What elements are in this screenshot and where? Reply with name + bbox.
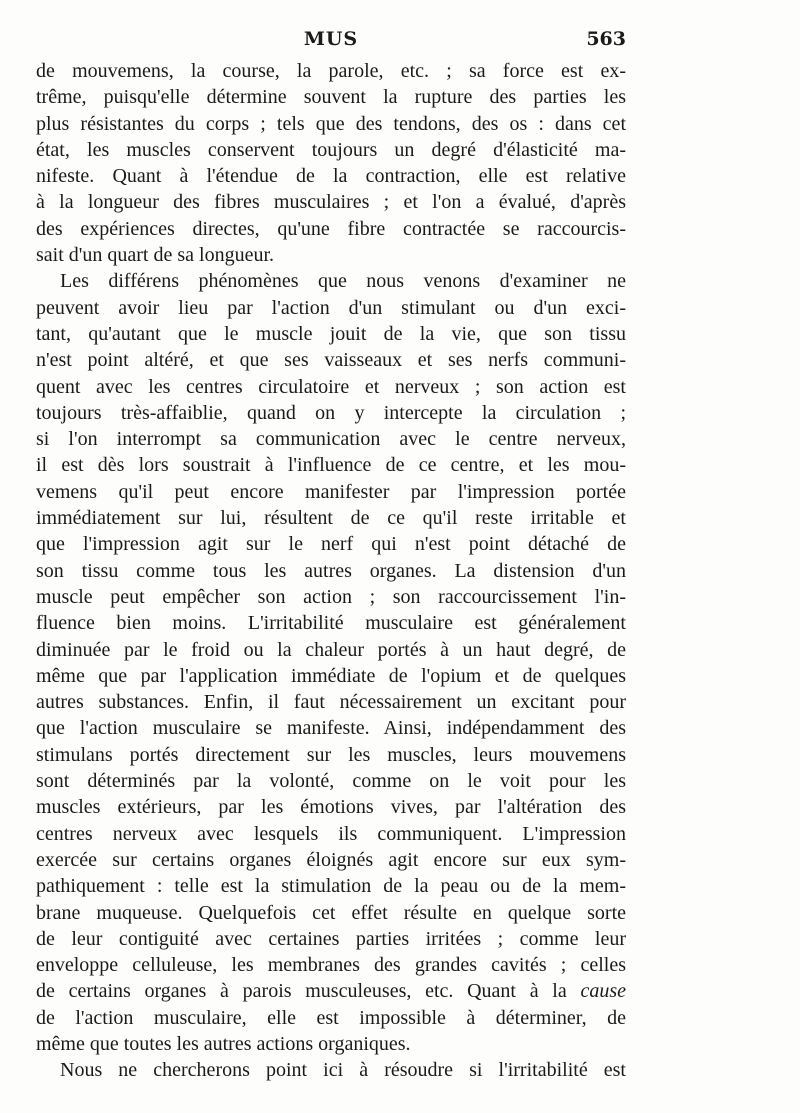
text-line: enveloppe celluleuse, les membranes des grandes cavités ; celles	[36, 954, 626, 977]
body-text	[36, 58, 626, 1084]
text-line: exercée sur certains organes éloignés agit encore sur eux sym-	[36, 848, 626, 871]
text-line: pathiquement : telle est la stimulation de la peau ou de la mem-	[36, 875, 626, 898]
page-number: 563	[586, 28, 626, 50]
italic-word-cause: cause	[580, 980, 626, 1003]
text-line: sont déterminés par la volonté, comme on le voit pour les	[36, 770, 626, 793]
text-segment: de certains organes à parois musculeuses, etc. Quant à la	[36, 980, 581, 1003]
text-line: muscles extérieurs, par les émotions vives, par l'altération des	[36, 796, 626, 819]
text-line: même que par l'application immédiate de l'opium et de quelques	[36, 664, 626, 687]
text-line: stimulans portés directement sur les muscles, leurs mouvemens	[36, 743, 626, 766]
text-line: si l'on interrompt sa communication avec le centre nerveux,	[36, 428, 626, 451]
text-line: immédiatement sur lui, résultent de ce qu'il reste irritable et	[36, 507, 626, 530]
text-line-paragraph-end: sait d'un quart de sa longueur.	[36, 244, 274, 267]
text-line: vemens qu'il peut encore manifester par l'impression portée	[36, 480, 626, 503]
text-line: tant, qu'autant que le muscle jouit de la vie, que son tissu	[36, 322, 626, 345]
text-line: son tissu comme tous les autres organes. La distension d'un	[36, 559, 626, 582]
text-line: de l'action musculaire, elle est impossible à déterminer, de	[36, 1006, 626, 1029]
text-line: nifeste. Quant à l'étendue de la contraction, elle est relative	[36, 165, 626, 188]
text-line: diminuée par le froid ou la chaleur portés à un haut degré, de	[36, 638, 626, 661]
text-line: autres substances. Enfin, il faut nécessairement un excitant pour	[36, 691, 626, 714]
text-line: que l'action musculaire se manifeste. Ainsi, indépendamment des	[36, 717, 626, 740]
text-line: il est dès lors soustrait à l'influence de ce centre, et les mou-	[36, 454, 626, 477]
text-line-with-italic	[36, 978, 626, 1004]
page-header	[36, 28, 626, 56]
text-line: que l'impression agit sur le nerf qui n'est point détaché de	[36, 533, 626, 556]
text-line: à la longueur des fibres musculaires ; et l'on a évalué, d'après	[36, 191, 626, 214]
text-line: centres nerveux avec lesquels ils communiquent. L'impression	[36, 822, 626, 845]
text-line: toujours très-affaiblie, quand on y intercepte la circulation ;	[36, 401, 626, 424]
text-line: quent avec les centres circulatoire et nerveux ; son action est	[36, 375, 626, 398]
text-line-paragraph-end: même que toutes les autres actions organiques.	[36, 1032, 411, 1055]
running-head: MUS	[303, 28, 359, 50]
text-line: peuvent avoir lieu par l'action d'un stimulant ou d'un exci-	[36, 296, 626, 319]
text-line: fluence bien moins. L'irritabilité musculaire est généralement	[36, 612, 626, 635]
text-line: état, les muscles conservent toujours un degré d'élasticité ma-	[36, 138, 626, 161]
text-line: des expériences directes, qu'une fibre contractée se raccourcis-	[36, 217, 626, 240]
text-line-paragraph-start: Nous ne chercherons point ici à résoudre si l'irritabilité est	[60, 1059, 626, 1082]
text-line: n'est point altéré, et que ses vaisseaux et ses nerfs communi-	[36, 349, 626, 372]
text-line: de mouvemens, la course, la parole, etc. ; sa force est ex-	[36, 60, 626, 82]
text-line: brane muqueuse. Quelquefois cet effet résulte en quelque sorte	[36, 901, 626, 924]
text-line-paragraph-start: Les différens phénomènes que nous venons d'examiner ne	[60, 270, 626, 293]
text-line: muscle peut empêcher son action ; son raccourcissement l'in-	[36, 585, 626, 608]
text-line: plus résistantes du corps ; tels que des tendons, des os : dans cet	[36, 112, 626, 135]
text-line: trême, puisqu'elle détermine souvent la rupture des parties les	[36, 86, 626, 109]
text-line: de leur contiguité avec certaines parties irritées ; comme leur	[36, 927, 626, 950]
